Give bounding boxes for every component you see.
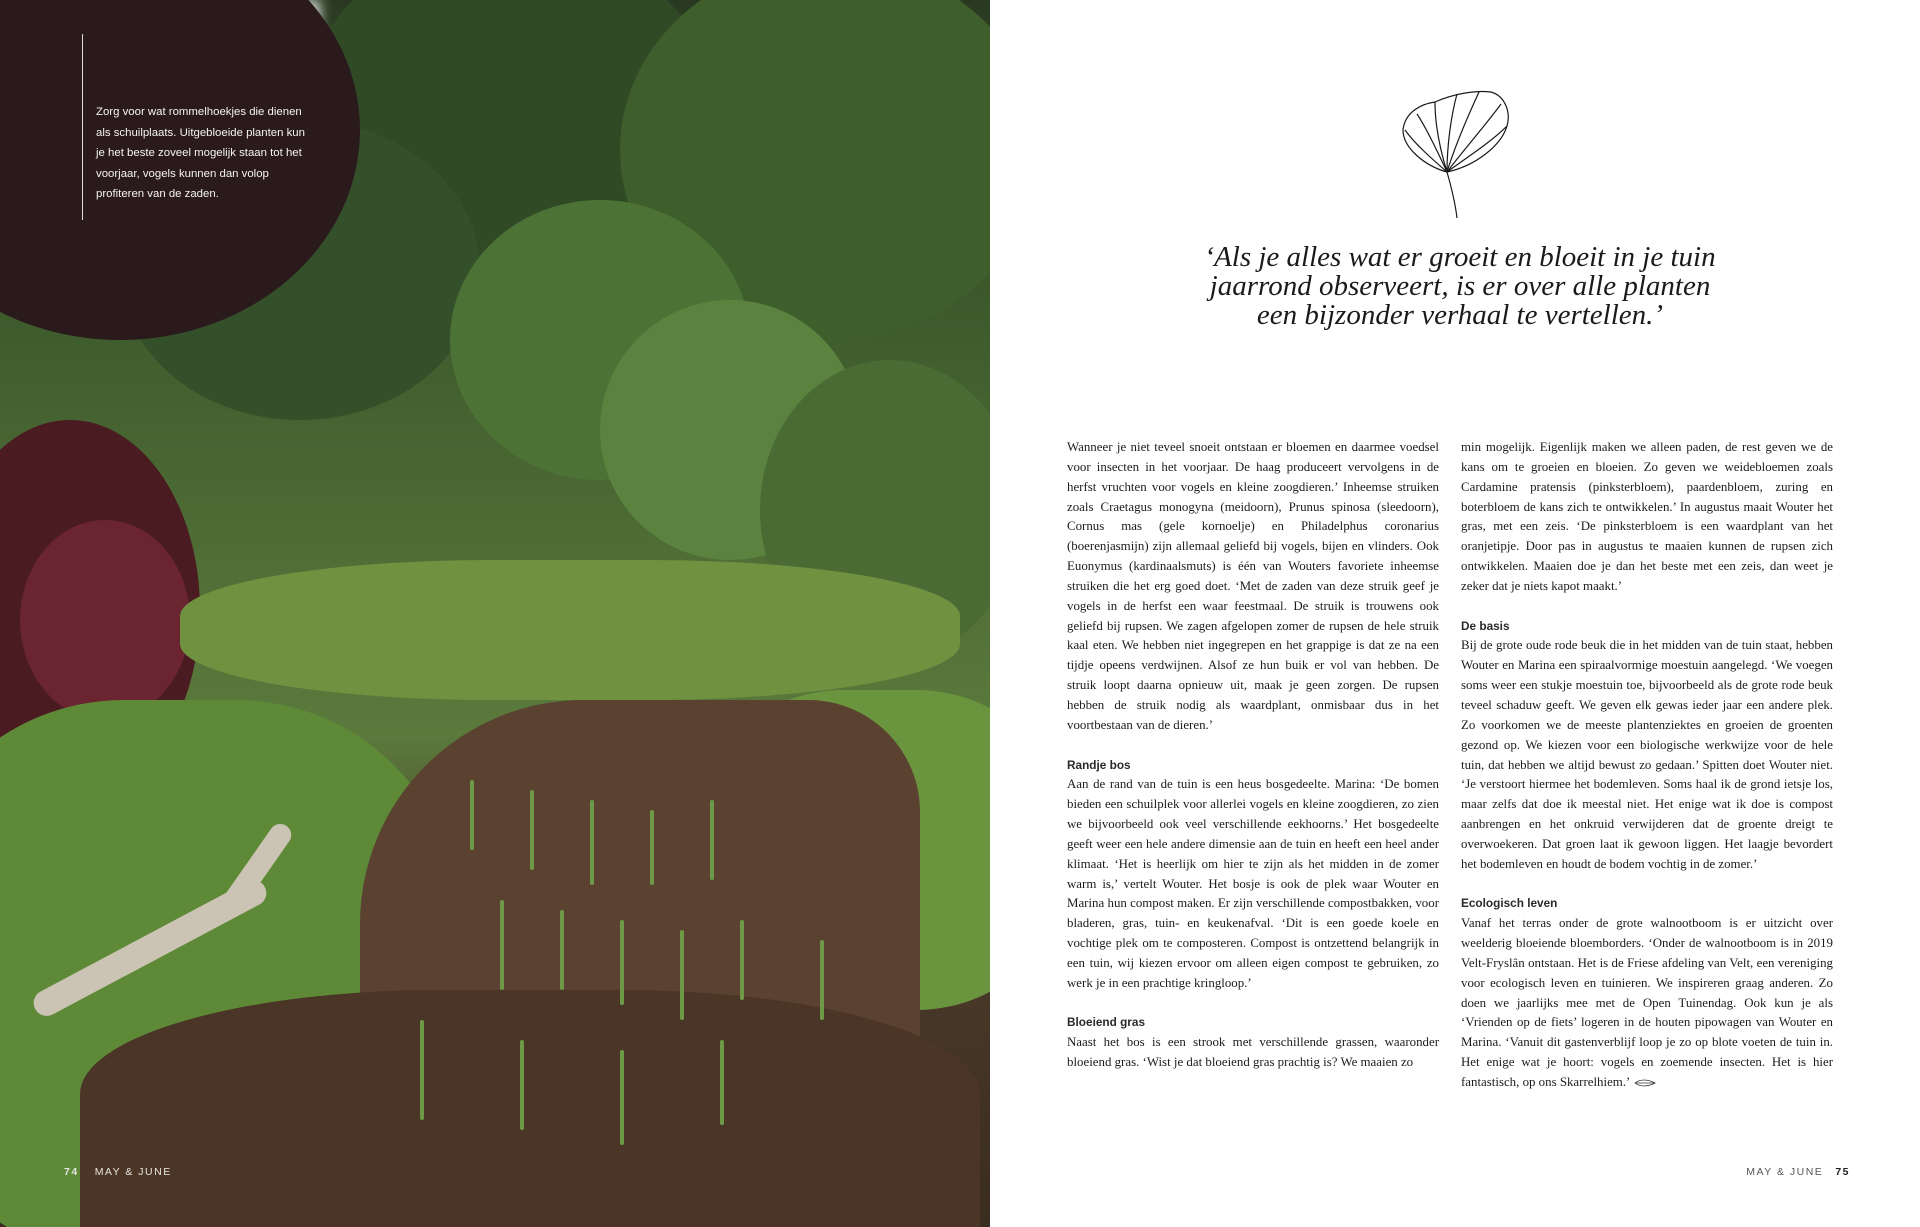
pull-quote-line: een bijzonder verhaal te vertellen.’ bbox=[1256, 299, 1664, 331]
plant-row bbox=[710, 800, 714, 880]
paragraph: Aan de rand van de tuin is een heus bosgedeelte. Marina: ‘De bomen bieden een schuilplek voor allerlei vogels en kleine zoogdieren, zo zien we bijvoorbeeld ook veel verschillende eekhoorns.’ Het bosgedeelte geeft weer een hele andere dimensie aan de tuin en heeft een heel ander klimaat. ‘Het is heerlijk om hier te zijn als het midden in de zomer warm is,’ vertelt Wouter. Het bosje is ook de plek waar Wouter en Marina hun compost maken. Er zijn verschillende compostbakken, voor bladeren, gras, tuin- en keukenafval. ‘Dit is een goede koele en vochtige plek om te composteren. Compost is ontzettend belangrijk in een tuin, wij kiezen ervoor om alleen eigen compost te gebruiken, zo werk je in een prachtige kringloop.’ bbox=[1067, 777, 1439, 990]
section-heading: Randje bos bbox=[1067, 757, 1131, 772]
plant-row bbox=[620, 1050, 624, 1145]
page-number-right: 75 bbox=[1835, 1166, 1850, 1178]
plant-row bbox=[820, 940, 824, 1020]
section-heading: Ecologisch leven bbox=[1461, 896, 1558, 911]
end-leaf-icon bbox=[1634, 1079, 1656, 1087]
plant-row bbox=[740, 920, 744, 1000]
plant-row bbox=[420, 1020, 424, 1120]
pull-quote-line: jaarrond observeert, is er over alle planten bbox=[1209, 270, 1711, 302]
paragraph: min mogelijk. Eigenlijk maken we alleen paden, de rest geven we de kans om te groeien en bloeien. Zo geven we weidebloemen zoals Cardamine pratensis (pinksterbloem), paardenbloem, zuring en boterbloem de kans zich te ontwikkelen.’ In augustus maait Wouter het gras, met een zeis. ‘De pinksterbloem is een waardplant van het oranjetipje. Door pas in augustus te maaien kunnen de rupsen zich ontwikkelen. Maaien doe je dan het beste met een zeis, dan weet je zeker dat je niets kapot maakt.’ bbox=[1461, 440, 1833, 593]
plant-row bbox=[720, 1040, 724, 1125]
section-heading: Bloeiend gras bbox=[1067, 1015, 1146, 1030]
soil-foreground bbox=[80, 990, 980, 1227]
folio-left bbox=[64, 1166, 172, 1178]
lawn bbox=[180, 560, 960, 700]
page-number-left: 74 bbox=[64, 1166, 79, 1178]
plant-row bbox=[620, 920, 624, 1005]
issue-label-right: MAY & JUNE bbox=[1746, 1166, 1824, 1178]
pull-quote bbox=[1120, 243, 1800, 330]
section-heading: De basis bbox=[1461, 618, 1510, 633]
plant-row bbox=[530, 790, 534, 870]
issue-label-left: MAY & JUNE bbox=[94, 1166, 172, 1178]
plant-row bbox=[590, 800, 594, 885]
paragraph: Wanneer je niet teveel snoeit ontstaan er bloemen en daarmee voedsel voor insecten in het voorjaar. De haag produceert vervolgens in de herfst vruchten voor vogels en kleine zoogdieren.’ Inheemse struiken zoals Craetagus monogyna (meidoorn), Prunus spinosa (sleedoorn), Cornus mas (gele kornoelje) en Philadelphus coronarius (boerenjasmijn) zijn allemaal geliefd bij vogels, bijen en vlinders. Ook Euonymus (kardinaalsmuts) is één van Wouters favoriete inheemse struiken die het erg goed doet. ‘Met de zaden van deze struik geef je vogels in de herfst een waar feestmaal. De struik is trouwens ook geliefd bij rupsen. We zagen afgelopen zomer de rupsen de hele struik kaal eten. We hebben niet ingegrepen en het grappige is dat ze na een tijdje opeens verdwijnen. Alsof ze hun buik er vol van hebben. De struik loopt daarna opnieuw uit, maak je geen zorgen. De rupsen hebben de struik nodig als waardplant, onmisbaar dus in het voortbestaan van de dieren.’ bbox=[1067, 440, 1439, 732]
paragraph bbox=[1461, 914, 1833, 1093]
paragraph: Naast het bos is een strook met verschillende grassen, waaronder bloeiend gras. ‘Wist je dat bloeiend gras prachtig is? We maaien zo bbox=[1067, 1035, 1439, 1070]
article-column-2 bbox=[1461, 438, 1833, 1093]
folio-right bbox=[1746, 1166, 1850, 1178]
ginkgo-leaf-icon bbox=[1395, 86, 1515, 222]
plant-row bbox=[650, 810, 654, 885]
photo-caption: Zorg voor wat rommelhoekjes die dienen als schuilplaats. Uitgebloeide planten kun je het beste zoveel mogelijk staan tot het voorjaar, vogels kunnen dan volop profiteren van de zaden. bbox=[96, 106, 305, 200]
pull-quote-line: ‘Als je alles wat er groeit en bloeit in je tuin bbox=[1204, 241, 1716, 273]
paragraph-text: Vanaf het terras onder de grote walnootboom is er uitzicht over weelderig bloeiende bloemborders. ‘Onder de walnootboom is in 2019 Velt-Fryslân ontstaan. Het is de Friese afdeling van Velt, een vereniging voor ecologisch leven en tuinieren. We inspireren graag anderen. Zo doen we jaarlijks mee met de Open Tuinendag. Ook kun je als ‘Vrienden op de fiets’ logeren in de houten pipowagen van Wouter en Marina. ‘Vanuit dit gastenverblijf loop je zo op blote voeten de tuin in. Het enige wat je hoort: vogels en zoemende insecten. Het is hier fantastisch, op ons Skarrelhiem.’ bbox=[1461, 916, 1833, 1089]
article-column-1 bbox=[1067, 438, 1439, 1073]
paragraph: Bij de grote oude rode beuk die in het midden van de tuin staat, hebben Wouter en Marina een spiraalvormige moestuin aangelegd. ‘We voegen soms weer een stukje moestuin toe, bijvoorbeeld als de grote rode beuk teveel schaduw geeft. We geven elk gewas ieder jaar een andere plek. Zo voorkomen we de meeste plantenziektes en groeien de groenten gezond op. We kiezen voor een biologische werkwijze voor de hele tuin, dat hebben we altijd bewust zo gedaan.’ Spitten doet Wouter niet. ‘Je verstoort hiermee het bodemleven. Soms haal ik de grond ietsje los, maar zelfs dat doe ik meestal niet. Het enige wat ik doe is compost aanbrengen en het onkruid verwijderen dat de groente dreigt te overwoekeren. Dat groen laat ik gewoon liggen. Het laagje bevordert het bodemleven en houdt de bodem vochtig in de zomer.’ bbox=[1461, 638, 1833, 871]
plant-row bbox=[680, 930, 684, 1020]
red-shrub bbox=[20, 520, 190, 720]
plant-row bbox=[520, 1040, 524, 1130]
plant-row bbox=[470, 780, 474, 850]
plant-row bbox=[500, 900, 504, 990]
caption-line bbox=[82, 34, 83, 220]
plant-row bbox=[560, 910, 564, 990]
